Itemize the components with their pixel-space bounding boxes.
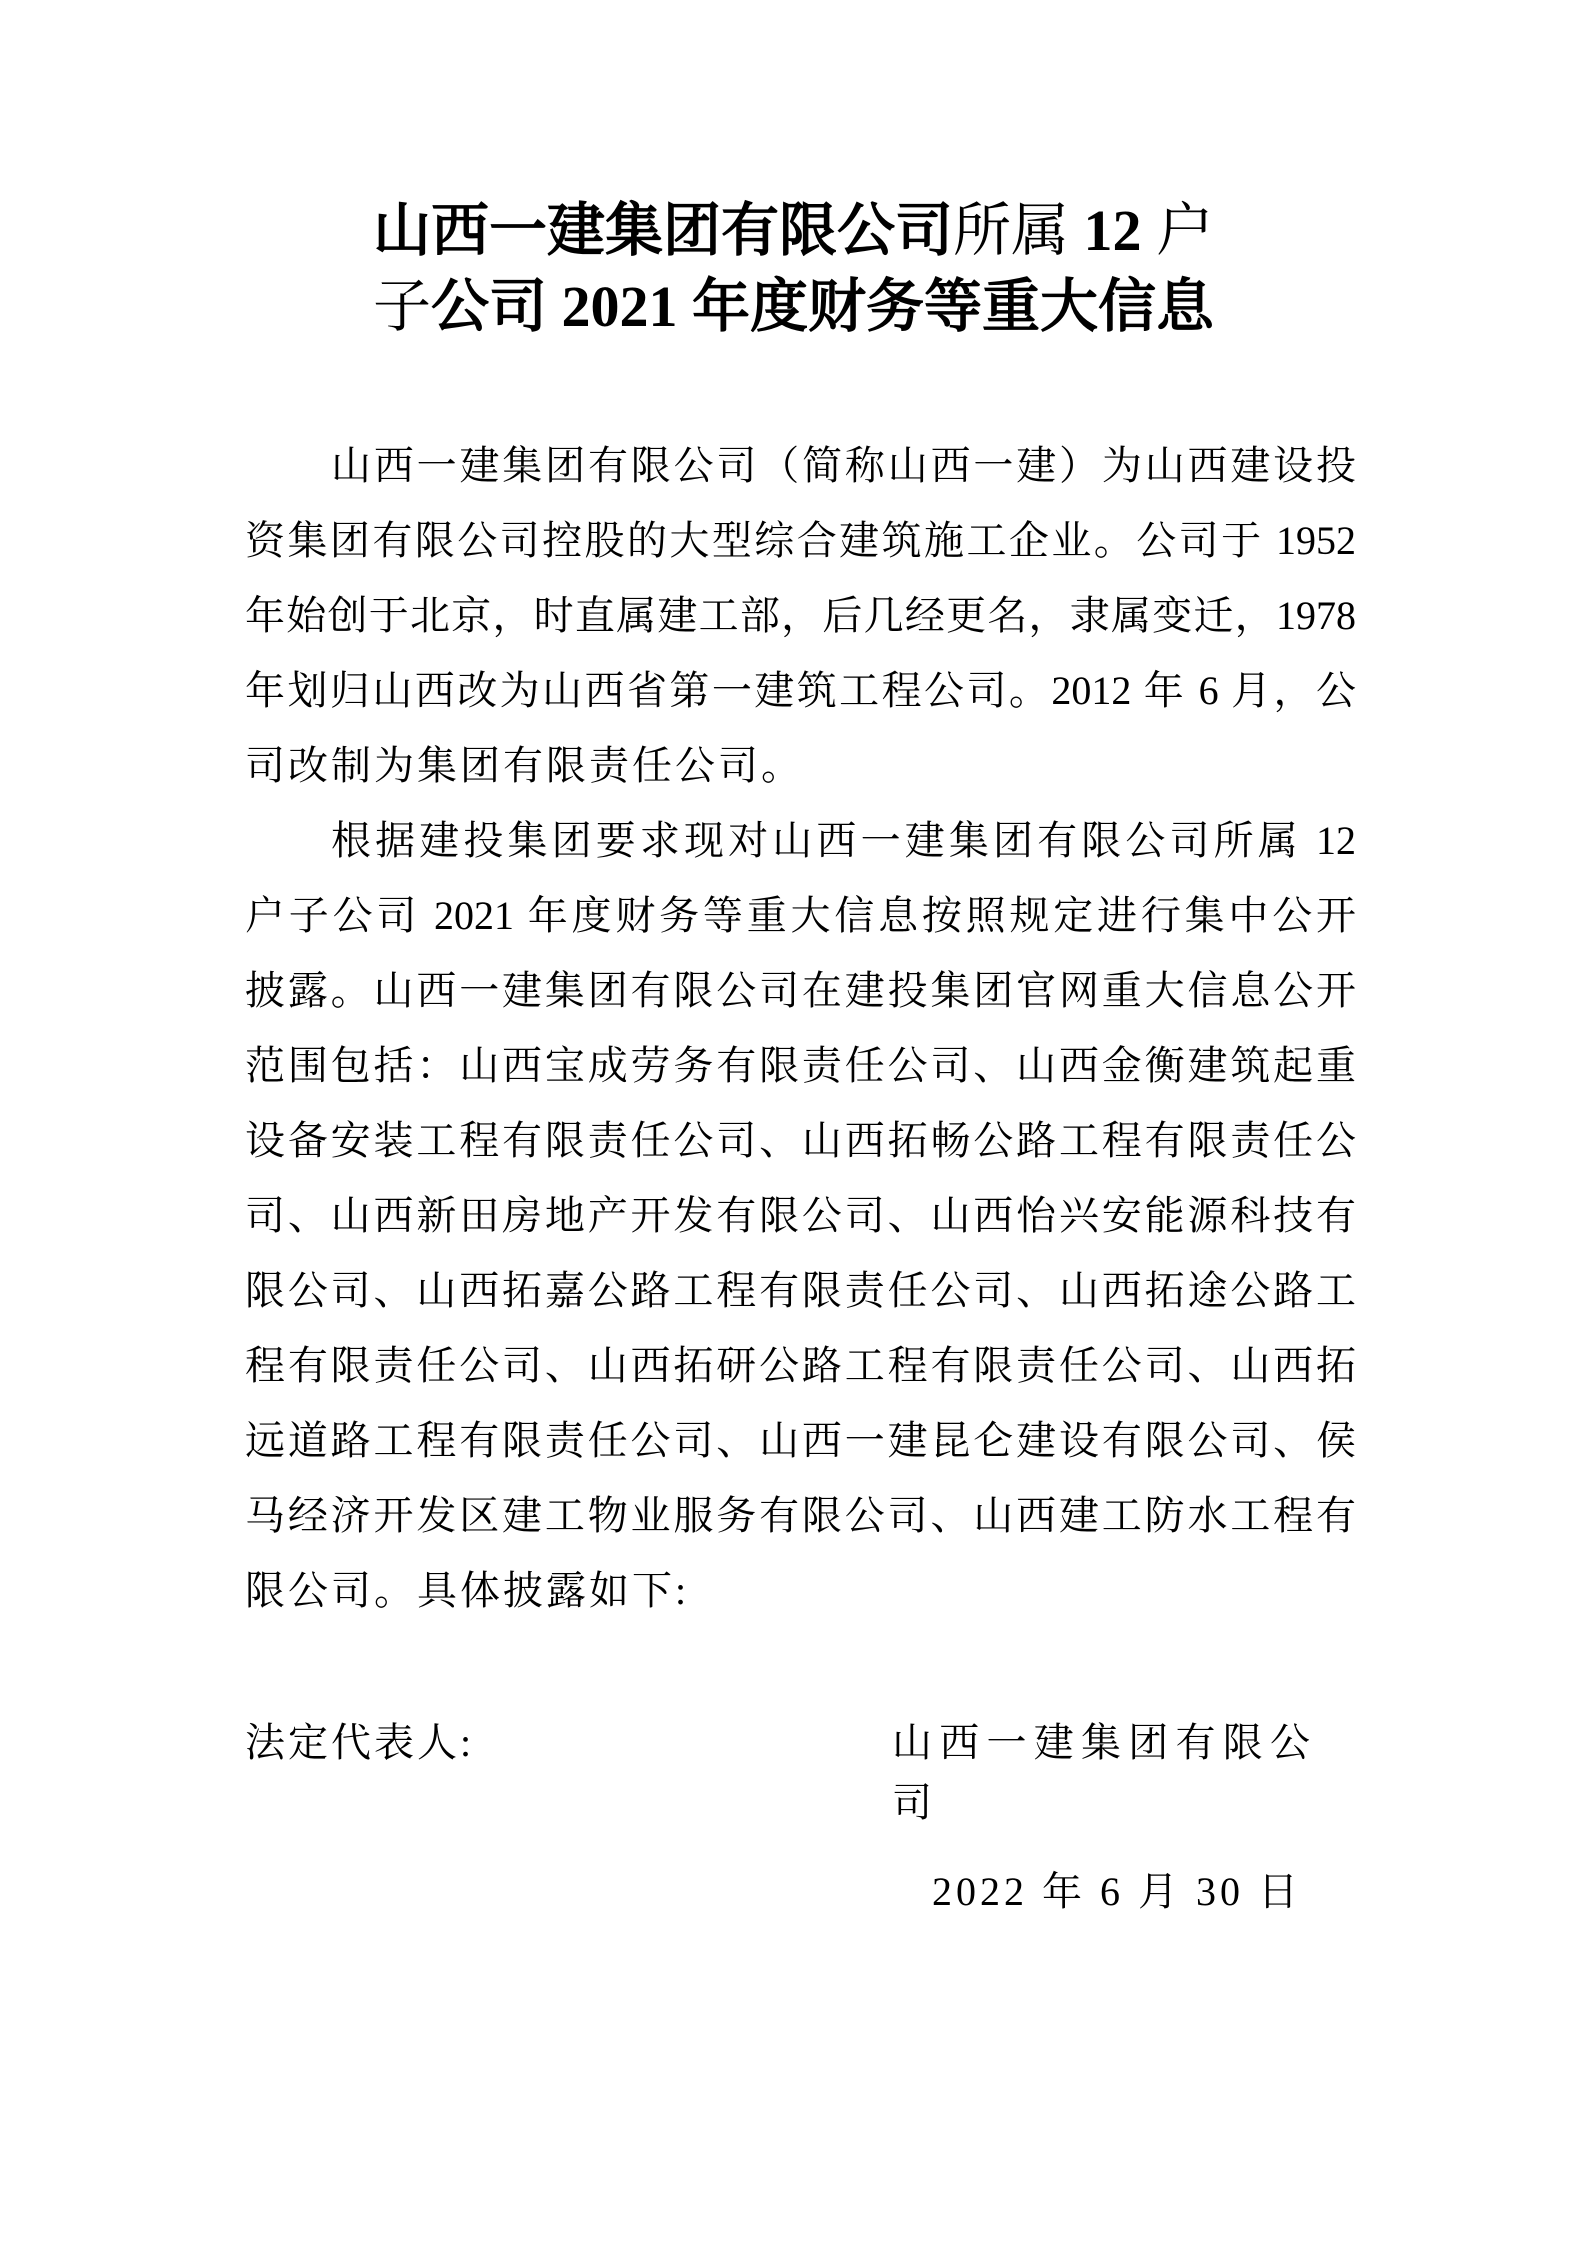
paragraph-line: 年始创于北京，时直属建工部，后几经更名，隶属变迁，1978 <box>245 593 1356 638</box>
legal-representative-label: 法定代表人: <box>245 1720 475 1765</box>
title-text: 子 <box>372 274 431 339</box>
paragraph-line: 司改制为集团有限责任公司。 <box>245 743 804 788</box>
paragraph-line: 限公司、山西拓嘉公路工程有限责任公司、山西拓途公路工 <box>245 1268 1356 1313</box>
paragraph-line: 户子公司 2021 年度财务等重大信息按照规定进行集中公开 <box>245 893 1356 938</box>
paragraph-line: 远道路工程有限责任公司、山西一建昆仑建设有限公司、侯 <box>245 1418 1356 1463</box>
document-title-line-2 <box>0 269 1587 345</box>
title-text: 户 <box>1156 198 1215 263</box>
title-text: 公司 2021 年度财务等重大信息 <box>431 274 1215 339</box>
title-text: 山西一建集团有限公司 <box>372 198 953 263</box>
paragraph-line: 范围包括：山西宝成劳务有限责任公司、山西金衡建筑起重 <box>245 1043 1356 1088</box>
paragraph-line: 资集团有限公司控股的大型综合建筑施工企业。公司于 1952 <box>245 518 1356 563</box>
paragraph-line: 山西一建集团有限公司（简称山西一建）为山西建设投 <box>331 443 1356 488</box>
paragraph-line: 马经济开发区建工物业服务有限公司、山西建工防水工程有 <box>245 1493 1356 1538</box>
paragraph-line: 披露。山西一建集团有限公司在建投集团官网重大信息公开 <box>245 968 1356 1013</box>
paragraph-line: 根据建投集团要求现对山西一建集团有限公司所属 12 <box>331 818 1356 863</box>
paragraph-line: 限公司。具体披露如下: <box>245 1568 690 1613</box>
paragraph-line: 年划归山西改为山西省第一建筑工程公司。2012 年 6 月，公 <box>245 668 1356 713</box>
company-signature: 山西一建集团有限公司 <box>892 1720 1313 1825</box>
document-date: 2022 年 6 月 30 日 <box>932 1869 1302 1914</box>
paragraph-line: 司、山西新田房地产开发有限公司、山西怡兴安能源科技有 <box>245 1193 1356 1238</box>
paragraph-line: 设备安装工程有限责任公司、山西拓畅公路工程有限责任公 <box>245 1118 1356 1163</box>
document-title-line-1 <box>0 193 1587 269</box>
title-text: 12 <box>1069 198 1156 263</box>
paragraph-line: 程有限责任公司、山西拓研公路工程有限责任公司、山西拓 <box>245 1343 1356 1388</box>
title-text: 所属 <box>952 198 1069 263</box>
document-body <box>245 428 1356 1628</box>
